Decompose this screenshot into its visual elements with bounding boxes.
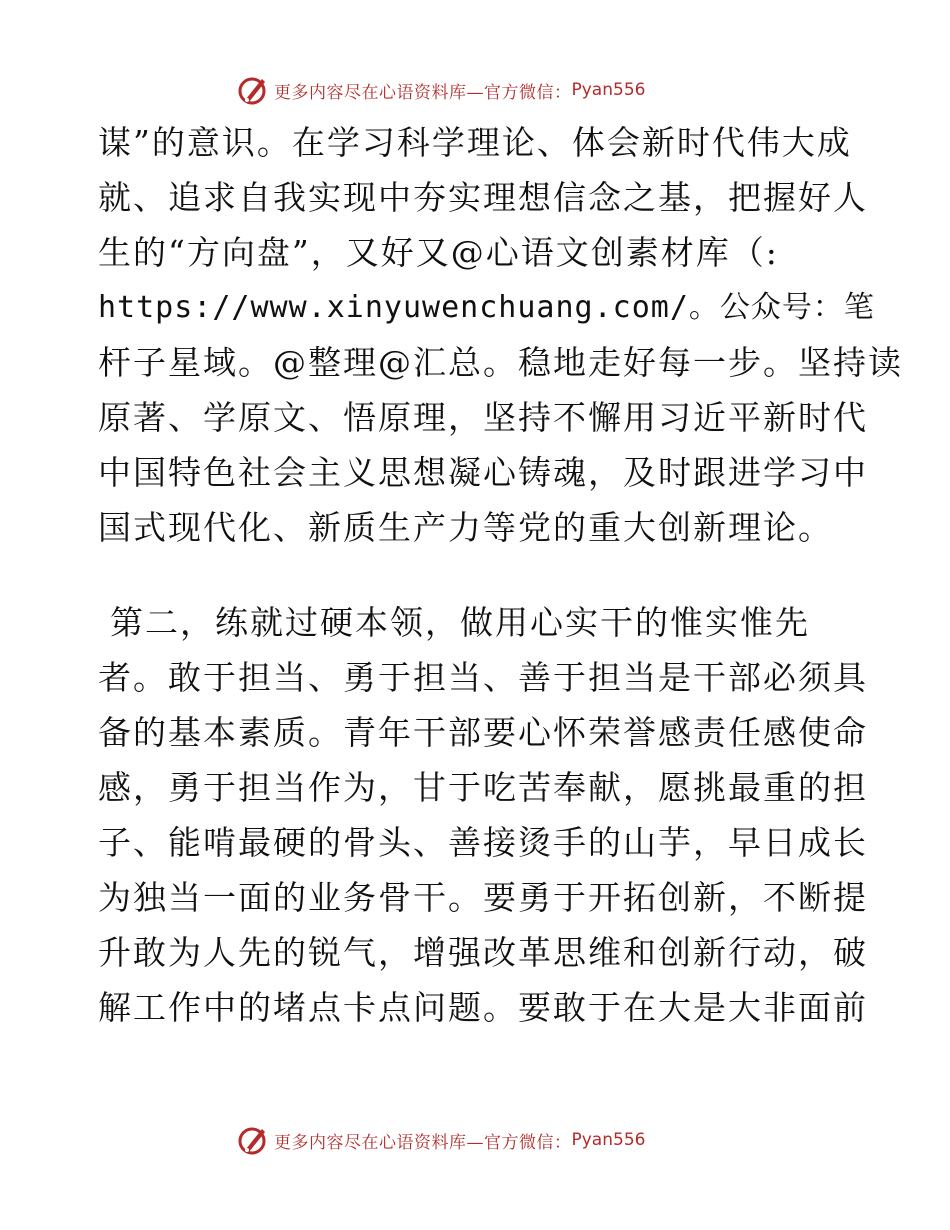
text-line: 子、能啃最硬的骨头、善接烫手的山芋，早日成长	[98, 823, 868, 862]
text-line: 杆子星域。@整理@汇总。稳地走好每一步。坚持读	[98, 343, 903, 382]
footer-watermark-banner	[0, 1120, 950, 1160]
text-line: 中国特色社会主义思想凝心铸魂，及时跟进学习中	[98, 453, 868, 492]
text-line: 解工作中的堵点卡点问题。要敢于在大是大非面前	[98, 988, 868, 1027]
text-line: 感，勇于担当作为，甘于吃苦奉献，愿挑最重的担	[98, 768, 868, 807]
banner-wechat-id: Pyan556	[571, 1130, 646, 1150]
text-line: 国式现代化、新质生产力等党的重大创新理论。	[98, 508, 833, 547]
text-line: 就、追求自我实现中夯实理想信念之基，把握好人	[98, 178, 868, 217]
text-line: 原著、学原文、悟原理，坚持不懈用习近平新时代	[98, 398, 868, 437]
pen-logo-icon	[236, 73, 270, 107]
text-line: 生的“方向盘”，又好又@心语文创素材库（:	[98, 233, 779, 272]
text-line: 者。敢于担当、勇于担当、善于担当是干部必须具	[98, 658, 868, 697]
text-line: 备的基本素质。青年干部要心怀荣誉感责任感使命	[98, 713, 868, 752]
banner-text: 更多内容尽在心语资料库—官方微信：	[274, 1132, 572, 1153]
text-line-url: https://www.xinyuwenchuang.com/。公众号：笔	[98, 290, 875, 325]
text-line: 为独当一面的业务骨干。要勇于开拓创新，不断提	[98, 878, 868, 917]
pen-logo-icon	[236, 1123, 270, 1157]
text-line: 升敢为人先的锐气，增强改革思维和创新行动，破	[98, 933, 868, 972]
banner-wechat-id: Pyan556	[571, 80, 646, 100]
section-heading: 第二，练就过硬本领，做用心实干的惟实惟先	[110, 603, 810, 642]
header-watermark-banner	[0, 70, 950, 110]
text-line: 谋”的意识。在学习科学理论、体会新时代伟大成	[98, 123, 852, 162]
banner-text: 更多内容尽在心语资料库—官方微信：	[274, 82, 572, 103]
